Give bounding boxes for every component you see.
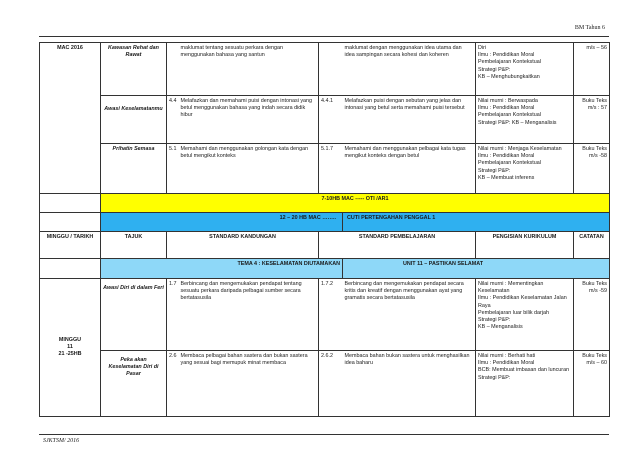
theme-row (40, 259, 610, 279)
pk-cell (476, 144, 574, 194)
pk-cell (476, 96, 574, 144)
week-11-cell (40, 279, 101, 417)
col-tajuk: TAJUK (101, 232, 167, 259)
pk-line: Strategi P&P: (478, 66, 511, 73)
pk-line: Nilai murni : Menjaga Keselamatan (478, 146, 562, 152)
holiday-dates: 12 – 20 HB MAC …….. (101, 213, 343, 232)
pk-line: Pembelajaran Kontekstual (478, 112, 541, 119)
sp-code (319, 43, 343, 96)
pk-line: Strategi P&P: (478, 317, 511, 324)
pk-line: Nilai murni : Berhati hati (478, 353, 536, 359)
sp-text: Berbincang dan mengemukakan pendapat secara kritis dan kreatif dengan menggunakan ayat yang gramatis secara bertatasusila (343, 279, 476, 351)
catatan-cell: Buku Teks m/s -59 (574, 279, 610, 351)
pk-line: Strategi P&P: KB – Menganalisis (478, 119, 557, 126)
pk-line: Strategi P&P: (478, 167, 511, 174)
col-sp: STANDARD PEMBELAJARAN (319, 232, 476, 259)
footer-label: SJKTSM/ 2016 (43, 438, 80, 444)
holiday-label: CUTI PERTENGAHAN PENGGAL 1 (343, 213, 610, 232)
week-number: 11 (67, 343, 73, 350)
catatan-cell: m/s – 56 (574, 43, 610, 96)
pk-line: KB – Membuat inferens (478, 174, 535, 181)
column-header-row (40, 232, 610, 259)
col-pk: PENGISIAN KURIKULUM (476, 232, 574, 259)
footer-rule (39, 434, 609, 435)
pk-line: Ilmu : Pendidikan Moral (478, 52, 535, 59)
sk-code: 4.4 (167, 96, 179, 144)
topic-cell: Awasi Keselamatanmu (101, 96, 167, 144)
sk-text: maklumat tentang sesuatu perkara dengan menggunakan bahasa yang santun (179, 43, 319, 96)
table-row (40, 144, 610, 194)
col-minggu: MINGGU / TARIKH (40, 232, 101, 259)
pk-cell (476, 351, 574, 417)
pk-line: BCB: Membuat imbasan dan luncuran (478, 367, 570, 374)
sp-code: 4.4.1 (319, 96, 343, 144)
sk-text: Memahami dan menggunakan golongan kata dengan betul mengikut konteks (179, 144, 319, 194)
pk-line: Nilai murni : Berwaspada (478, 98, 538, 104)
topic-cell: Prihatin Semasa (101, 144, 167, 194)
catatan-cell: Buku Teks m/s -58 (574, 144, 610, 194)
topic-cell: Peka akan Keselamatan Diri di Pasar (101, 351, 167, 417)
sp-code: 2.6.2 (319, 351, 343, 417)
theme-title: TEMA 4 : KESELAMATAN DIUTAMAKAN (101, 259, 343, 279)
week-cell: MAC 2016 (40, 43, 101, 194)
blank-cell (40, 259, 101, 279)
header-label: BM Tahun 6 (574, 25, 605, 31)
unit-title: UNIT 11 – PASTIKAN SELAMAT (343, 259, 610, 279)
pk-line: Pembelajaran Kontekstual (478, 160, 541, 167)
blank-cell (40, 194, 101, 213)
sk-code: 1.7 (167, 279, 179, 351)
lesson-plan-table (39, 42, 610, 417)
pk-cell (476, 43, 574, 96)
header-rule (39, 36, 609, 37)
catatan-cell: Buku Teks m/s – 60 (574, 351, 610, 417)
sk-text: Berbincang dan mengemukakan pendapat tentang sesuatu perkara daripada pelbagai sumber secara bertatasusila (179, 279, 319, 351)
oti-bar (40, 194, 610, 213)
pk-line: Diri (478, 45, 487, 51)
table-row (40, 96, 610, 144)
table-row (40, 351, 610, 417)
pk-cell (476, 279, 574, 351)
pk-line: Pembelajaran luar bilik darjah (478, 309, 550, 316)
sp-text: maklumat dengan menggunakan idea utama dan idea sampingan secara kohesi dan koheren (343, 43, 476, 96)
sk-code: 5.1 (167, 144, 179, 194)
sp-text: Membaca bahan bukan sastera untuk menghasilkan idea baharu (343, 351, 476, 417)
sk-text: Membaca pelbagai bahan sastera dan bukan sastera yang sesuai bagi memupuk minat membaca (179, 351, 319, 417)
table-row (40, 43, 610, 96)
pk-line: KB – Menganalisis (478, 324, 523, 331)
sp-code: 1.7.2 (319, 279, 343, 351)
topic-cell: Kawasan Rehat dan Rawat (101, 43, 167, 96)
pk-line: Nilai murni : Mementingkan Keselamatan (478, 281, 544, 295)
col-sk: STANDARD KANDUNGAN (167, 232, 319, 259)
week-label: MINGGU (58, 336, 82, 343)
pk-line: Ilmu : Pendidikan Keselamatan Jalan Raya (478, 295, 567, 309)
sp-text: Melafazkan puisi dengan sebutan yang jelas dan intonasi yang betul serta memahami puisi tersebut (343, 96, 476, 144)
pk-line: Ilmu : Pendidikan Moral (478, 153, 535, 160)
sk-text: Melafazkan dan memahami puisi dengan intonasi yang betul menggunakan bahasa yang indah secara didik hibur (179, 96, 319, 144)
blank-cell (40, 213, 101, 232)
sp-code: 5.1.7 (319, 144, 343, 194)
sp-text: Memahami dan menggunakan pelbagai kata tugas mengikut konteks dengan betul (343, 144, 476, 194)
pk-line: Pembelajaran Kontekstual (478, 59, 541, 66)
pk-line: Ilmu : Pendidikan Moral (478, 360, 535, 367)
sk-code: 2.6 (167, 351, 179, 417)
pk-line: KB – Menghubungkaitkan (478, 73, 540, 80)
topic-cell: Awasi Diri di dalam Feri (101, 279, 167, 351)
table-row (40, 279, 610, 351)
col-catatan: CATATAN (574, 232, 610, 259)
catatan-cell: Buku Teks m/s : 57 (574, 96, 610, 144)
oti-label: 7-10HB MAC ----- OTI /AR1 (101, 194, 610, 213)
holiday-bar (40, 213, 610, 232)
pk-line: Ilmu : Pendidikan Moral (478, 105, 535, 112)
pk-line: Strategi P&P: (478, 374, 511, 381)
sk-code (167, 43, 179, 96)
week-dates: 21 -25HB (58, 351, 82, 358)
